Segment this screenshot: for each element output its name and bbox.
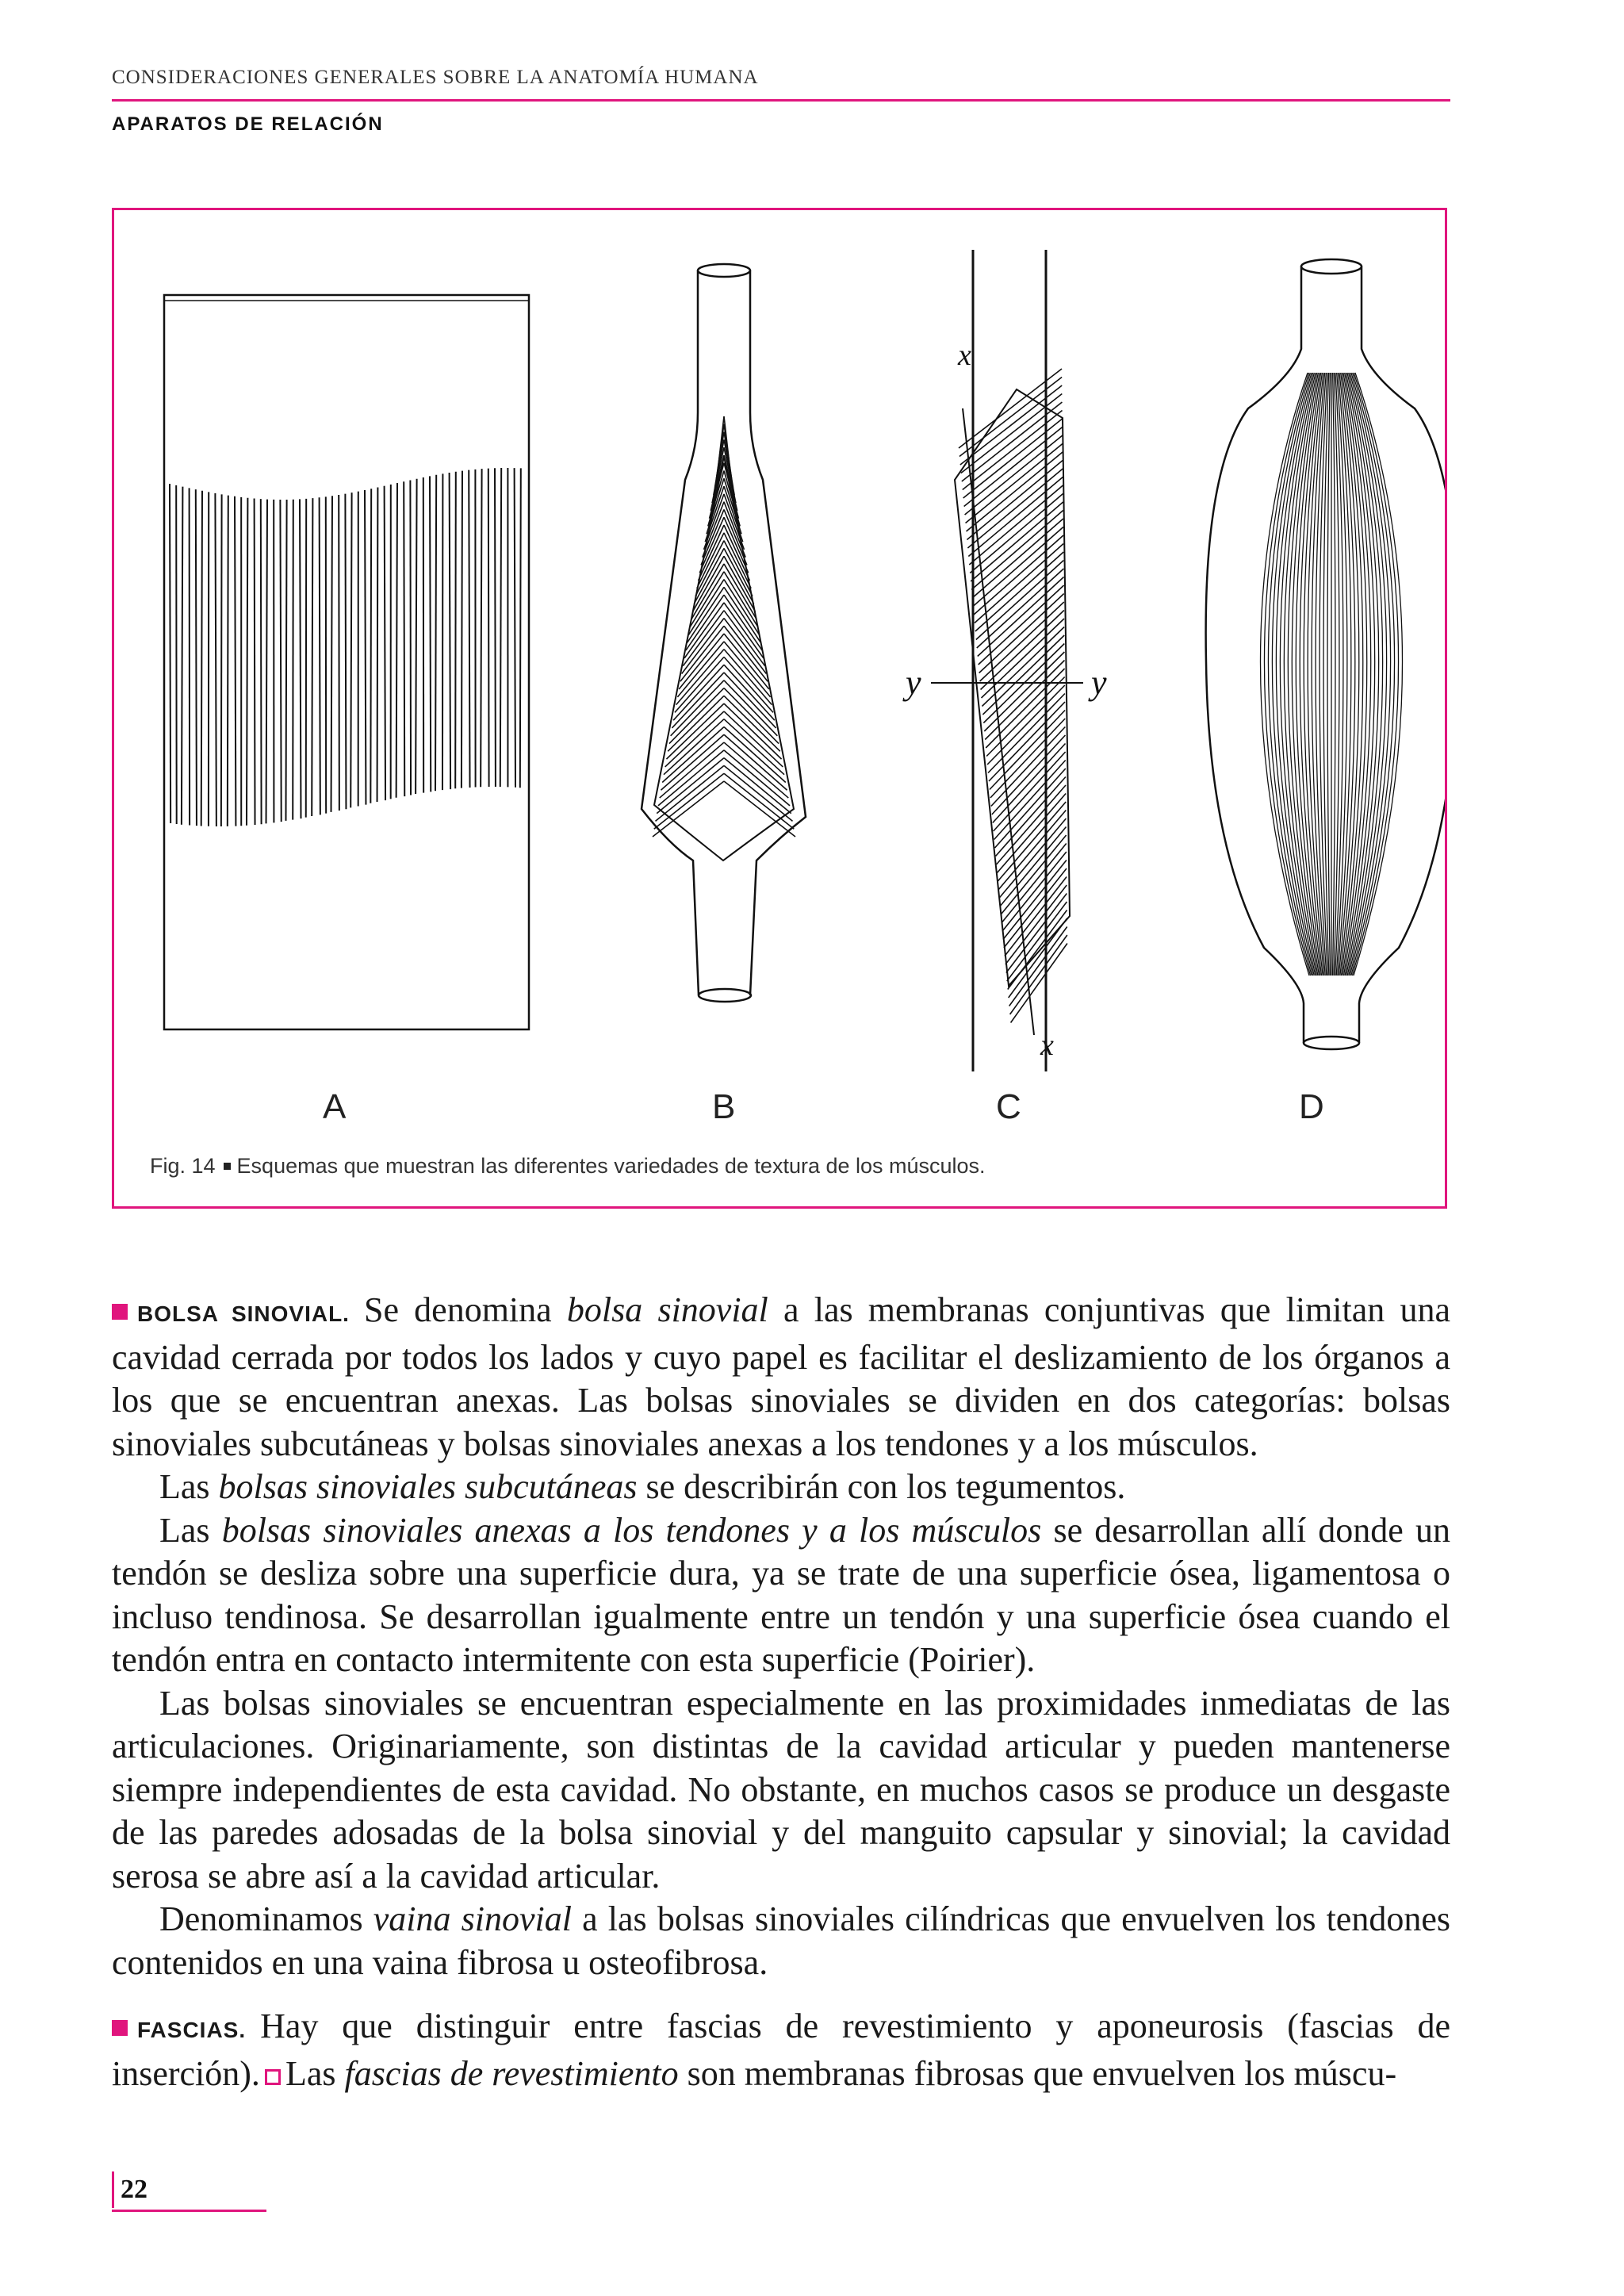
paragraph-bolsa-1: BOLSA SINOVIAL. Se denomina bolsa sinovial a las membranas conjuntivas que limitan una cavidad cerrada por todos los lados y cuyo papel es facilitar el deslizamiento de los órganos a los que se encuentran anexas. Las bolsas sinoviales se dividen en dos categorías: bolsas sinoviales subcutáneas y bolsas sinoviales anexas a los tendones y a los músculos.	[112, 1290, 1450, 1463]
page-number: 22	[112, 2171, 147, 2208]
section-title: APARATOS DE RELACIÓN	[112, 113, 384, 135]
paragraph-bolsa-2: Las bolsas sinoviales subcutáneas se describirán con los tegumentos.	[159, 1467, 1126, 1506]
diagram-b	[642, 264, 806, 1002]
c-label-x-bottom: x	[1040, 1029, 1054, 1062]
diagram-c-hatching	[959, 369, 1067, 1023]
figure-14	[112, 208, 1447, 1209]
page-number-rule	[112, 2210, 266, 2212]
subsection-box-icon	[265, 2069, 281, 2085]
section-marker-icon	[112, 2020, 128, 2036]
figure-letter-c: C	[996, 1087, 1021, 1126]
caption-label: Fig. 14	[150, 1154, 216, 1178]
heading-fascias: FASCIAS.	[137, 2018, 247, 2042]
paragraph-fascias-1: FASCIAS. Hay que distinguir entre fascias de revestimiento y aponeurosis (fascias de inserción). Las fascias de revestimiento son membranas fibrosas que envuelven los múscu-	[112, 2007, 1450, 2093]
figure-letter-d: D	[1299, 1087, 1324, 1126]
c-label-y-right: y	[1091, 663, 1107, 702]
figure-drawing	[114, 210, 1445, 1206]
diagram-a-outline	[164, 295, 529, 1029]
figure-letter-a: A	[323, 1087, 347, 1126]
paragraph-bolsa-5: Denominamos vaina sinovial a las bolsas sinoviales cilíndricas que envuelven los tendones contenidos en una vaina fibrosa u osteofibrosa.	[112, 1899, 1450, 1982]
running-title: CONSIDERACIONES GENERALES SOBRE LA ANATOMÍA HUMANA	[112, 67, 759, 88]
c-label-x-top: x	[958, 339, 971, 372]
c-label-y-left: y	[906, 663, 921, 702]
figure-letter-b: B	[712, 1087, 736, 1126]
diagram-d-fibers	[1260, 373, 1402, 976]
caption-bullet-icon	[224, 1163, 231, 1170]
figure-caption	[150, 1154, 986, 1179]
caption-text: Esquemas que muestran las diferentes variedades de textura de los músculos.	[236, 1154, 986, 1178]
diagram-c	[931, 250, 1083, 1071]
paragraph-bolsa-3: Las bolsas sinoviales anexas a los tendones y a los músculos se desarrollan allí donde un tendón se desliza sobre una superficie dura, ya se trate de una superficie ósea, ligamentosa o incluso tendinosa. Se desarrollan igualmente entre un tendón y una superficie ósea cuando el tendón entra en contacto intermitente con esta superficie (Poirier).	[112, 1510, 1450, 1679]
diagram-a-fibers	[170, 468, 521, 826]
paragraph-bolsa-4: Las bolsas sinoviales se encuentran especialmente en las proximidades inmediatas de las articulaciones. Originariamente, son distintas de la cavidad articular y pueden mantenerse siempre independientes de esta cavidad. No obstante, en muchos casos se produce un desgaste de las paredes adosadas de la bolsa sinovial y del manguito capsular y sinovial; la cavidad serosa se abre así a la cavidad articular.	[112, 1683, 1450, 1895]
header-rule	[112, 99, 1450, 102]
section-marker-icon	[112, 1304, 128, 1320]
body-text	[112, 1289, 1450, 2095]
heading-bolsa-sinovial: BOLSA SINOVIAL.	[137, 1301, 350, 1326]
diagram-b-hatching	[653, 416, 795, 837]
